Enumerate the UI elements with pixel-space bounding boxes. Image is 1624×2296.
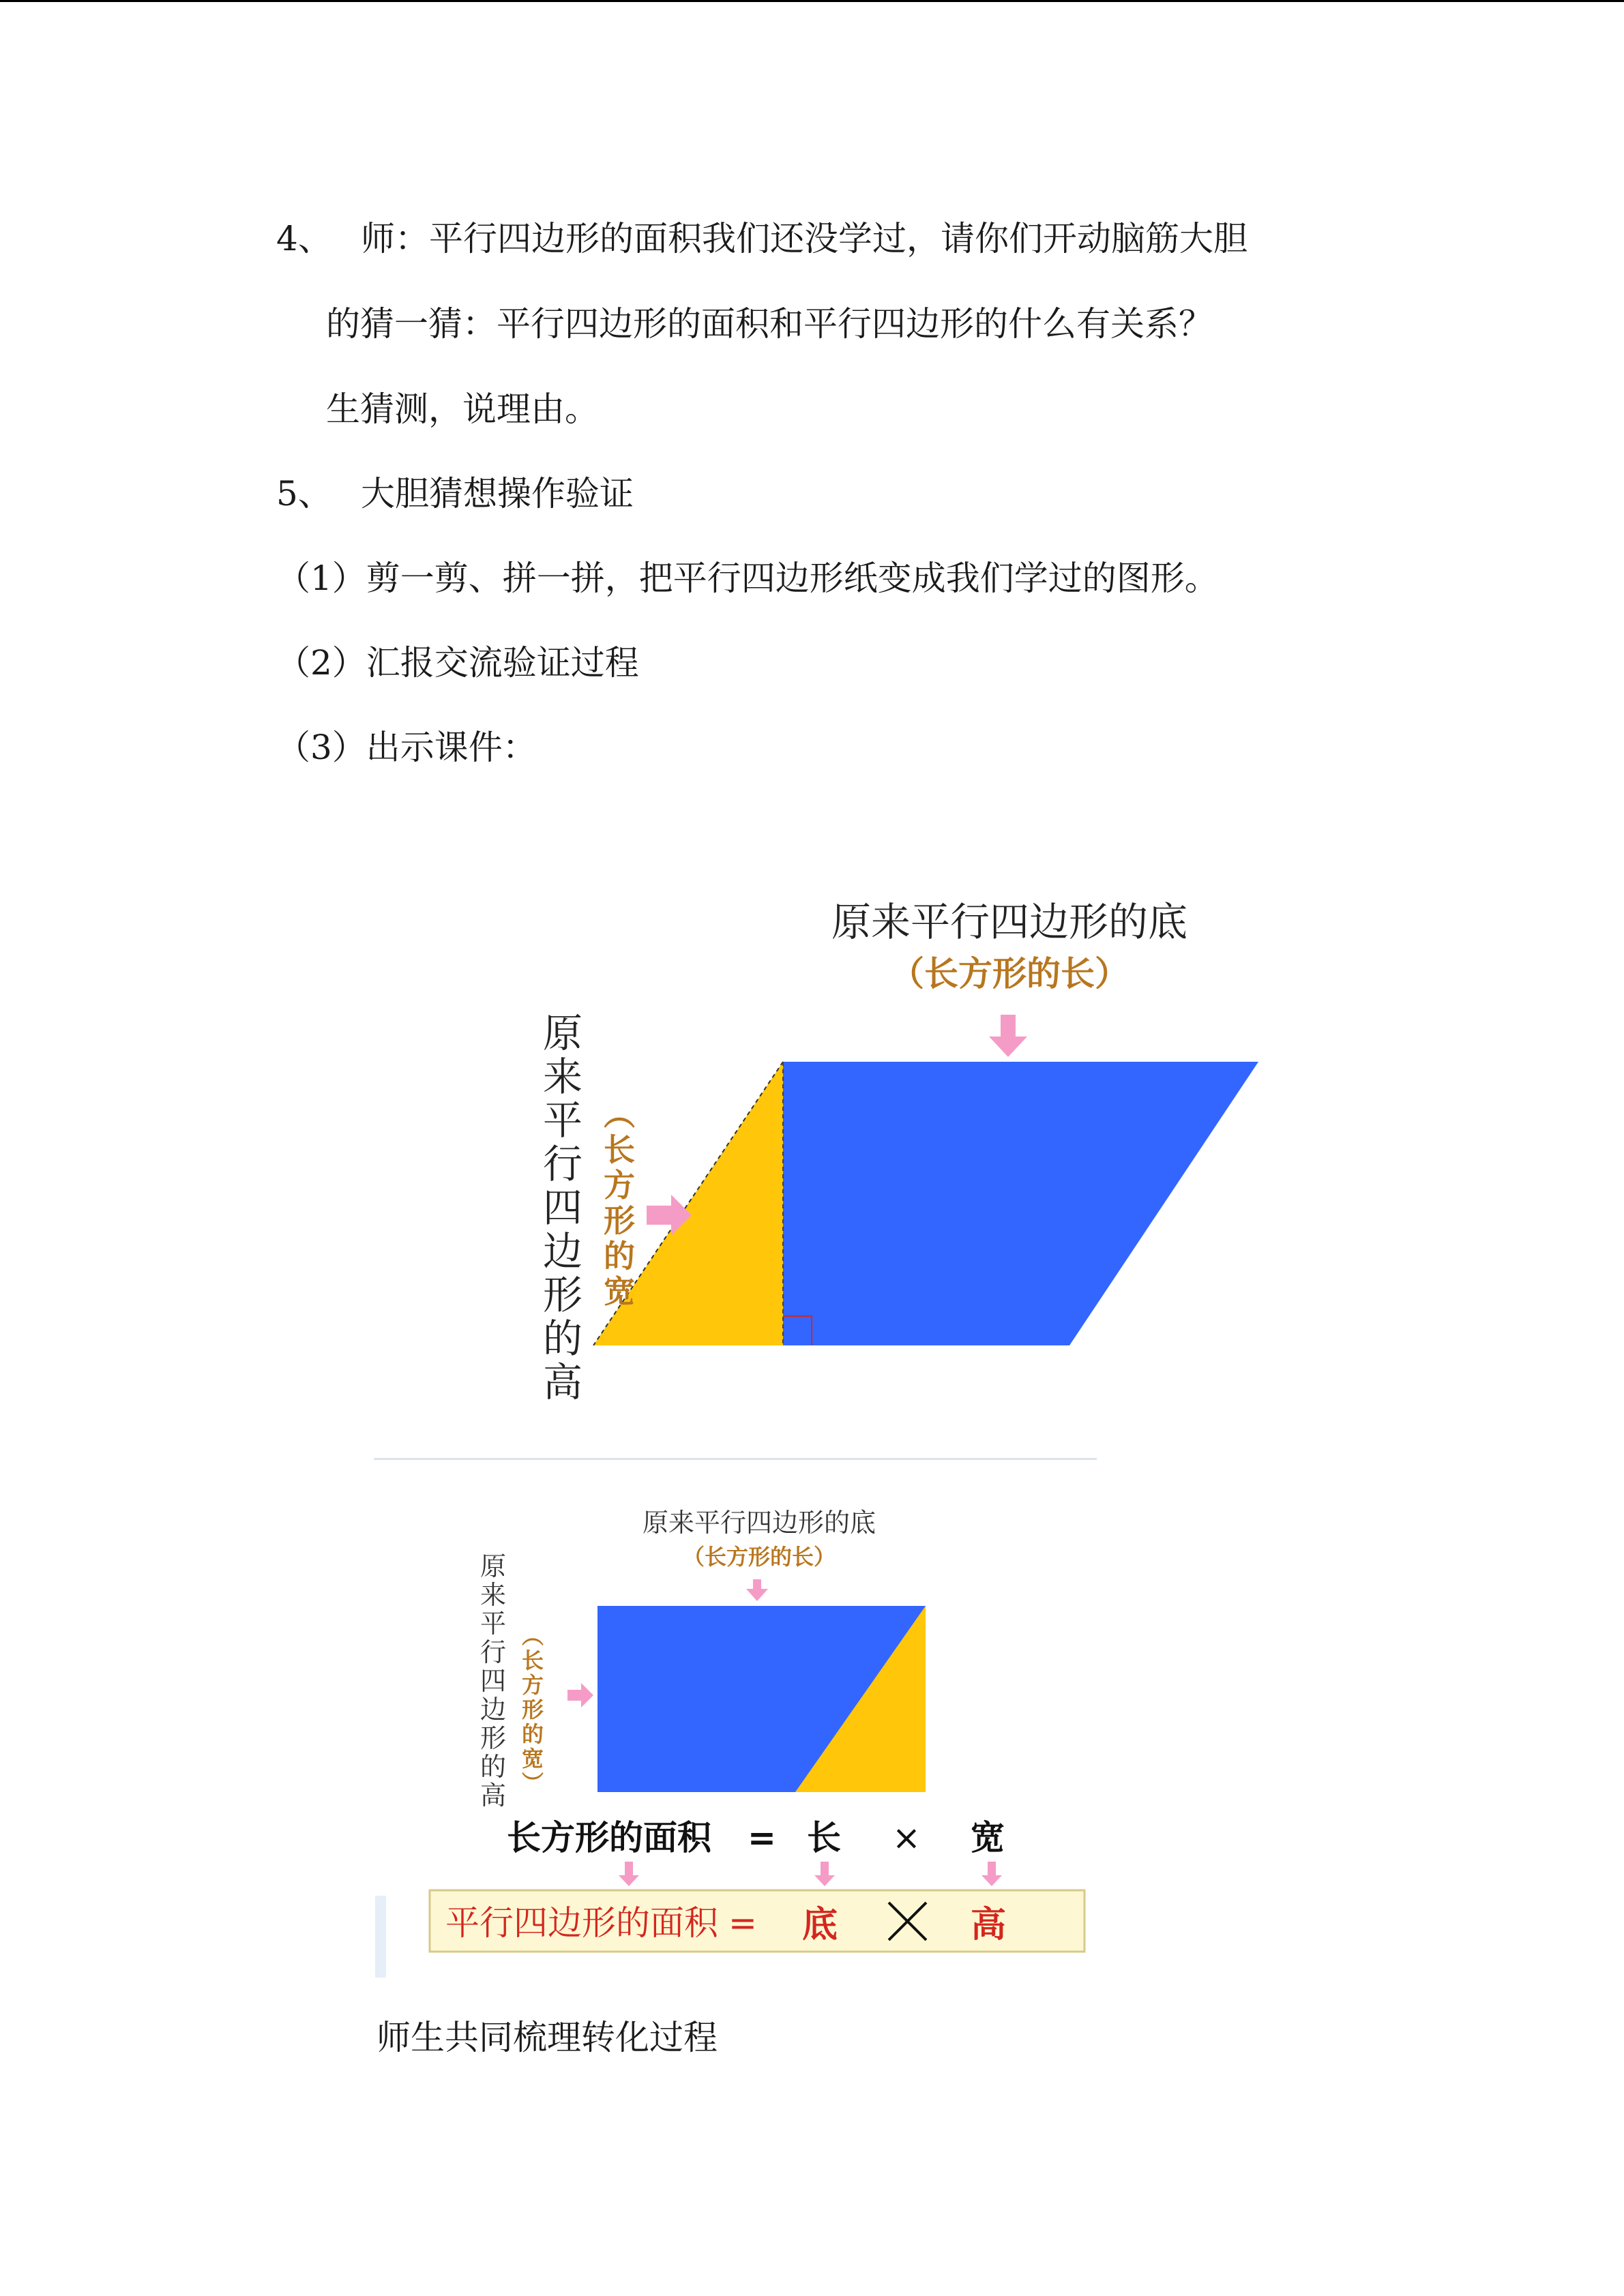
fig1-height-label: 原来平行四边形的高: [542, 1010, 583, 1405]
formula-top-op: ×: [892, 1818, 921, 1858]
formula-bottom-label: 平行四边形的面积: [445, 1903, 718, 1943]
figure-parallelogram-cut: [518, 900, 1275, 1418]
item-4-number: 4、: [276, 219, 332, 258]
item-4-line-1: [276, 218, 1247, 259]
formula-arrow-2-icon: [814, 1862, 835, 1886]
item-4-line-3: 生猜测，说理由。: [326, 389, 599, 429]
item-5-number: 5、: [276, 474, 332, 513]
fig2-base-sub: （长方形的长）: [682, 1544, 836, 1570]
item-5-line: [276, 473, 634, 514]
closing-line: 师生共同梳理转化过程: [377, 2018, 718, 2057]
sub-item-2: （2）汇报交流验证过程: [276, 643, 639, 683]
item-4-text: 师：平行四边形的面积我们还没学过，请你们开动脑筋大胆: [361, 219, 1247, 258]
fig1-height-sub: ︵长方形的宽: [604, 1096, 635, 1310]
fig2-height-sub: ︵长方形的宽︶: [521, 1623, 544, 1796]
sub-item-3: （3）出示课件：: [276, 728, 537, 767]
fig1-base-label: 原来平行四边形的底: [831, 900, 1188, 945]
figure-separator: [374, 1458, 1097, 1460]
formula-top-label: 长方形的面积: [507, 1818, 711, 1858]
formula-arrow-3-icon: [981, 1862, 1002, 1886]
fig2-base-label: 原来平行四边形的底: [642, 1508, 876, 1538]
item-4-line-2: 的猜一猜：平行四边形的面积和平行四边形的什么有关系？: [326, 304, 1213, 344]
fig2-down-arrow-icon: [746, 1579, 768, 1601]
fig2-height-label: 原来平行四边形的高: [479, 1551, 507, 1810]
fig1-base-sub: （长方形的长）: [890, 954, 1129, 994]
formula-arrow-1-icon: [619, 1862, 639, 1886]
formula-bottom-term-1: 底: [802, 1905, 838, 1945]
sub-item-1: （1）剪一剪、拼一拼，把平行四边形纸变成我们学过的图形。: [276, 558, 1219, 598]
formula-bottom-term-2: 高: [971, 1905, 1007, 1945]
formula-bottom-eq: =: [728, 1903, 757, 1943]
page-top-border: [0, 0, 1624, 2]
fig1-down-arrow-icon: [989, 1015, 1027, 1057]
fig1-blue-region: [783, 1062, 1258, 1345]
figure-rectangle-formula: [374, 1500, 1138, 1991]
fig2-right-arrow-icon: [567, 1683, 593, 1708]
formula-top-term-2: 宽: [971, 1818, 1005, 1858]
item-5-text: 大胆猜想操作验证: [361, 474, 634, 513]
formula-top-term-1: 长: [807, 1818, 841, 1858]
formula-side-bar: [375, 1896, 386, 1978]
formula-top-eq: =: [748, 1818, 776, 1858]
